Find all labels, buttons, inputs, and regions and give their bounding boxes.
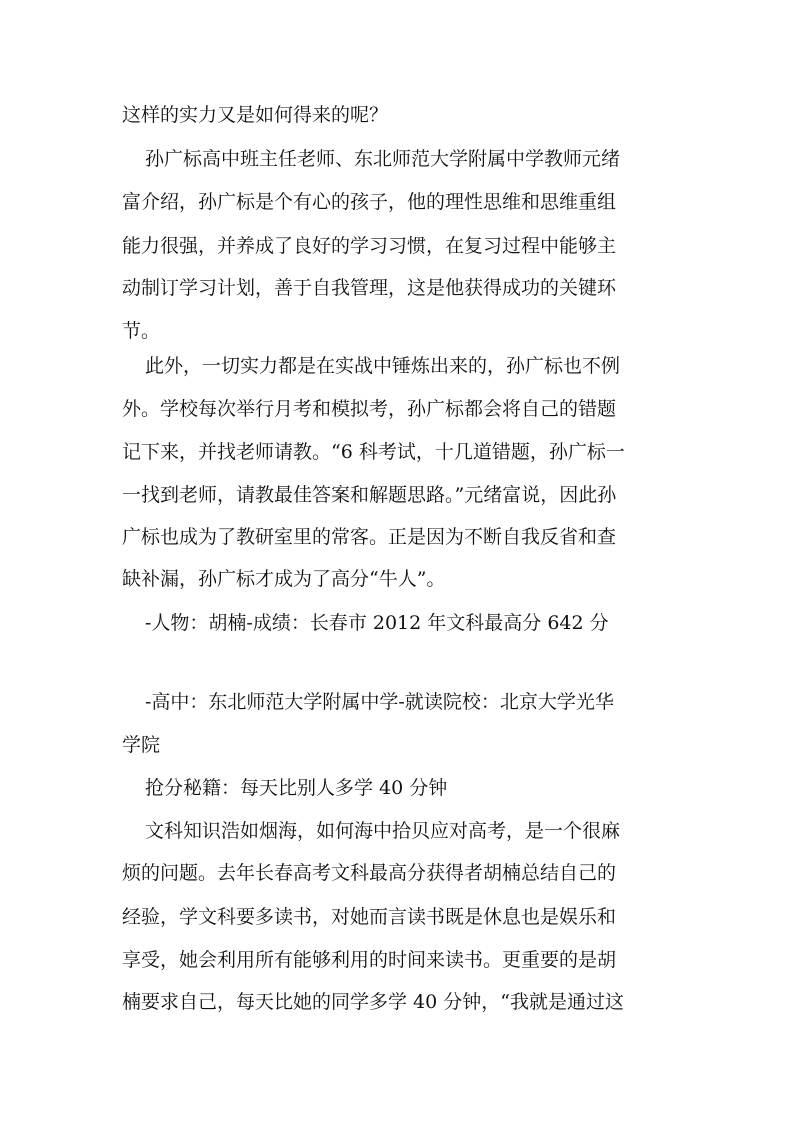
tip-heading: 抢分秘籍：每天比别人多学 40 分钟: [145, 777, 448, 799]
text-line: 动制订学习计划，善于自我管理，这是他获得成功的关键环: [122, 277, 617, 299]
text-line: 享受，她会利用所有能够利用的时间来读书。更重要的是胡: [122, 949, 617, 971]
text-line: 此外，一切实力都是在实战中锤炼出来的，孙广标也不例: [145, 355, 621, 377]
profile-line-person: -人物：胡楠-成绩：长春市 2012 年文科最高分 642 分: [145, 612, 609, 634]
text-line: 记下来，并找老师请教。“6 科考试，十几道错题，孙广标一: [122, 441, 625, 463]
text-line: 这样的实力又是如何得来的呢？: [122, 104, 389, 126]
text-line: 经验，学文科要多读书，对她而言读书既是休息也是娱乐和: [122, 906, 617, 928]
text-line: 节。: [122, 320, 161, 342]
text-line: 广标也成为了教研室里的常客。正是因为不断自我反省和查: [122, 526, 617, 548]
text-line: 能力很强，并养成了良好的学习习惯，在复习过程中能够主: [122, 235, 617, 257]
text-line: 楠要求自己，每天比她的同学多学 40 分钟，“我就是通过这: [122, 991, 624, 1013]
text-line: 一找到老师，请教最佳答案和解题思路。”元绪富说，因此孙: [122, 484, 617, 506]
profile-line-school: -高中：东北师范大学附属中学-就读院校：北京大学光华: [145, 691, 614, 713]
text-line: 孙广标高中班主任老师、东北师范大学附属中学教师元绪: [145, 148, 621, 170]
text-line: 烦的问题。去年长春高考文科最高分获得者胡楠总结自己的: [122, 862, 617, 884]
text-line: 外。学校每次举行月考和模拟考，孙广标都会将自己的错题: [122, 398, 617, 420]
text-line: 缺补漏，孙广标才成为了高分“牛人”。: [122, 568, 446, 590]
text-line: 文科知识浩如烟海，如何海中拾贝应对高考，是一个很麻: [145, 820, 621, 842]
text-line: 学院: [122, 734, 161, 756]
text-line: 富介绍，孙广标是个有心的孩子，他的理性思维和思维重组: [122, 191, 617, 213]
